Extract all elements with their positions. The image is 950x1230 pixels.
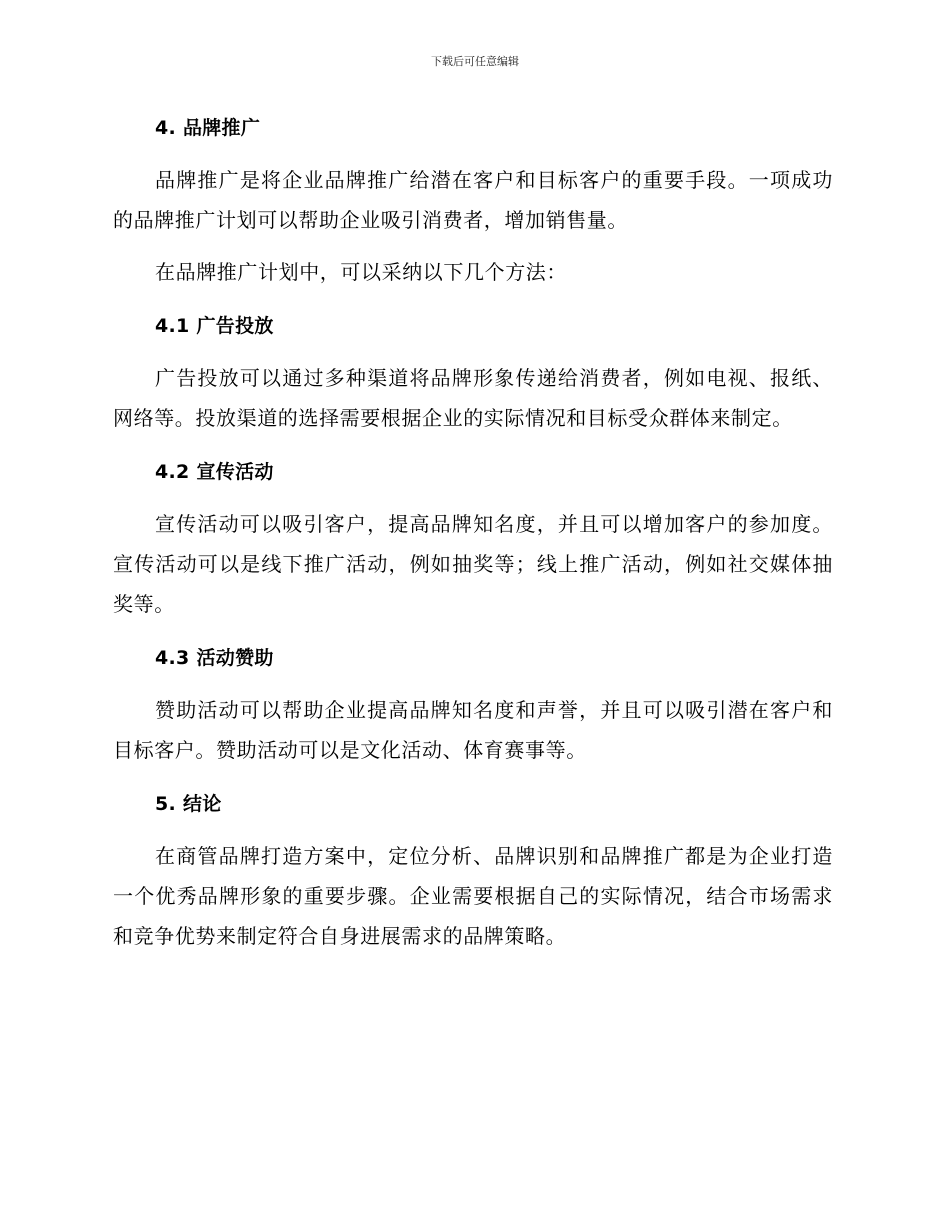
header-note: 下载后可任意编辑 [431,55,519,68]
section-heading-brand-promotion: 4. 品牌推广 [155,117,261,139]
section-heading-conclusion: 5. 结论 [155,793,222,815]
paragraph-campaigns: 宣传活动可以吸引客户，提高品牌知名度，并且可以增加客户的参加度。宣传活动可以是线下推广活动，例如抽奖等；线上推广活动，例如社交媒体抽奖等。 [113,512,833,616]
paragraph-brand-promotion-intro: 品牌推广是将企业品牌推广给潜在客户和目标客户的重要手段。一项成功的品牌推广计划可以帮助企业吸引消费者，增加销售量。 [113,168,833,232]
section-heading-sponsorship: 4.3 活动赞助 [155,647,274,669]
section-heading-advertising: 4.1 广告投放 [155,315,274,337]
paragraph-advertising: 广告投放可以通过多种渠道将品牌形象传递给消费者，例如电视、报纸、网络等。投放渠道的选择需要根据企业的实际情况和目标受众群体来制定。 [113,366,833,430]
paragraph-sponsorship: 赞助活动可以帮助企业提高品牌知名度和声誉，并且可以吸引潜在客户和目标客户。赞助活动可以是文化活动、体育赛事等。 [113,698,833,762]
paragraph-conclusion: 在商管品牌打造方案中，定位分析、品牌识别和品牌推广都是为企业打造一个优秀品牌形象的重要步骤。企业需要根据自己的实际情况，结合市场需求和竞争优势来制定符合自身进展需求的品牌策略。 [113,844,833,948]
paragraph-brand-promotion-methods: 在品牌推广计划中，可以采纳以下几个方法： [155,260,567,284]
section-heading-campaigns: 4.2 宣传活动 [155,461,274,483]
document-body [113,110,833,968]
